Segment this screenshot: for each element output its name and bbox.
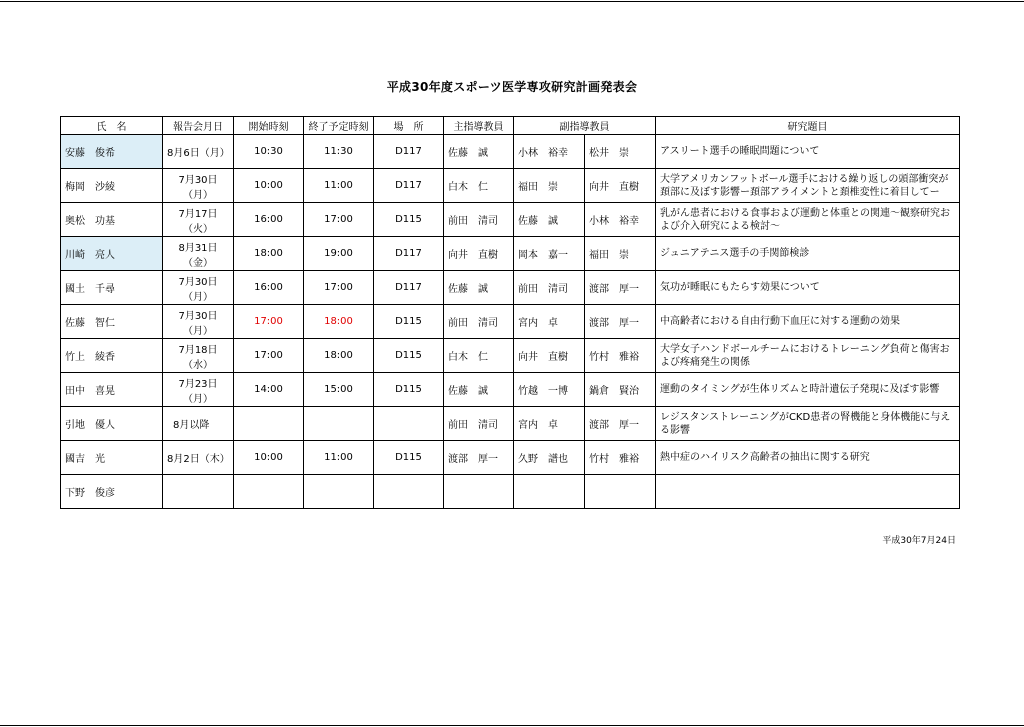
cell-end: 18:00 bbox=[304, 339, 374, 373]
cell-topic: 乳がん患者における食事および運動と体重との関連～観察研究および介入研究による検討～ bbox=[656, 203, 960, 237]
cell-main-advisor: 佐藤 誠 bbox=[444, 135, 514, 169]
table-row bbox=[61, 407, 960, 441]
col-header-topic: 研究題目 bbox=[656, 117, 960, 135]
table-row bbox=[61, 305, 960, 339]
document-date: 平成30年7月24日 bbox=[882, 536, 956, 546]
cell-topic: 大学アメリカンフットボール選手における繰り返しの頭部衝突が頚部に及ぼす影響ー頚部アライメントと頚椎変性に着目してー bbox=[656, 169, 960, 203]
top-border-line bbox=[0, 1, 1024, 2]
cell-name: 下野 俊彦 bbox=[61, 475, 163, 509]
cell-end: 19:00 bbox=[304, 237, 374, 271]
cell-name: 引地 優人 bbox=[61, 407, 163, 441]
cell-start bbox=[234, 407, 304, 441]
cell-place bbox=[374, 475, 444, 509]
cell-sub-advisor-1: 福田 崇 bbox=[514, 169, 585, 203]
page-title: 平成30年度スポーツ医学専攻研究計画発表会 bbox=[386, 80, 638, 94]
cell-date: 7月17日（火） bbox=[163, 203, 234, 237]
cell-start: 10:30 bbox=[234, 135, 304, 169]
cell-sub-advisor-2: 竹村 雅裕 bbox=[585, 441, 656, 475]
table-row bbox=[61, 237, 960, 271]
cell-end: 18:00 bbox=[304, 305, 374, 339]
cell-sub-advisor-2: 向井 直樹 bbox=[585, 169, 656, 203]
cell-place: D115 bbox=[374, 339, 444, 373]
schedule-table bbox=[60, 116, 960, 509]
cell-date: 8月6日（月） bbox=[163, 135, 234, 169]
cell-start: 17:00 bbox=[234, 305, 304, 339]
cell-sub-advisor-1: 前田 清司 bbox=[514, 271, 585, 305]
cell-sub-advisor-2: 渡部 厚一 bbox=[585, 407, 656, 441]
col-header-main-advisor: 主指導教員 bbox=[444, 117, 514, 135]
cell-place: D115 bbox=[374, 305, 444, 339]
cell-sub-advisor-2: 鍋倉 賢治 bbox=[585, 373, 656, 407]
cell-sub-advisor-2: 竹村 雅裕 bbox=[585, 339, 656, 373]
cell-end: 17:00 bbox=[304, 271, 374, 305]
cell-date: 8月31日（金） bbox=[163, 237, 234, 271]
cell-topic: 気功が睡眠にもたらす効果について bbox=[656, 271, 960, 305]
col-header-date: 報告会月日 bbox=[163, 117, 234, 135]
cell-main-advisor: 向井 直樹 bbox=[444, 237, 514, 271]
cell-topic: ジュニアテニス選手の手関節検診 bbox=[656, 237, 960, 271]
cell-place: D117 bbox=[374, 271, 444, 305]
cell-main-advisor: 前田 清司 bbox=[444, 407, 514, 441]
table-row bbox=[61, 475, 960, 509]
cell-place: D117 bbox=[374, 135, 444, 169]
cell-sub-advisor-2: 渡部 厚一 bbox=[585, 271, 656, 305]
cell-place: D115 bbox=[374, 373, 444, 407]
cell-sub-advisor-1: 佐藤 誠 bbox=[514, 203, 585, 237]
cell-place: D115 bbox=[374, 203, 444, 237]
col-header-name: 氏 名 bbox=[61, 117, 163, 135]
cell-start: 10:00 bbox=[234, 169, 304, 203]
cell-main-advisor: 前田 清司 bbox=[444, 305, 514, 339]
cell-place bbox=[374, 407, 444, 441]
cell-end: 17:00 bbox=[304, 203, 374, 237]
cell-main-advisor: 渡部 厚一 bbox=[444, 441, 514, 475]
cell-topic: 運動のタイミングが生体リズムと時計遺伝子発現に及ぼす影響 bbox=[656, 373, 960, 407]
cell-date: 7月18日（水） bbox=[163, 339, 234, 373]
cell-name: 國吉 光 bbox=[61, 441, 163, 475]
cell-sub-advisor-1: 久野 譜也 bbox=[514, 441, 585, 475]
col-header-place: 場 所 bbox=[374, 117, 444, 135]
cell-topic: 熱中症のハイリスク高齢者の抽出に関する研究 bbox=[656, 441, 960, 475]
cell-main-advisor: 佐藤 誠 bbox=[444, 373, 514, 407]
cell-start: 18:00 bbox=[234, 237, 304, 271]
cell-topic: レジスタンストレーニングがCKD患者の腎機能と身体機能に与える影響 bbox=[656, 407, 960, 441]
cell-topic: 中高齢者における自由行動下血圧に対する運動の効果 bbox=[656, 305, 960, 339]
cell-topic: 大学女子ハンドボールチームにおけるトレーニング負荷と傷害および疼痛発生の関係 bbox=[656, 339, 960, 373]
header-row bbox=[61, 117, 960, 135]
cell-sub-advisor-2: 松井 崇 bbox=[585, 135, 656, 169]
cell-sub-advisor-1: 宮内 卓 bbox=[514, 407, 585, 441]
table-row bbox=[61, 271, 960, 305]
cell-sub-advisor-1: 竹越 一博 bbox=[514, 373, 585, 407]
table-row bbox=[61, 339, 960, 373]
cell-place: D117 bbox=[374, 237, 444, 271]
cell-topic bbox=[656, 475, 960, 509]
cell-end: 11:00 bbox=[304, 169, 374, 203]
cell-start: 16:00 bbox=[234, 203, 304, 237]
cell-name: 梅岡 沙綾 bbox=[61, 169, 163, 203]
col-header-start: 開始時刻 bbox=[234, 117, 304, 135]
cell-name: 奥松 功基 bbox=[61, 203, 163, 237]
cell-sub-advisor-1: 岡本 嘉一 bbox=[514, 237, 585, 271]
cell-name: 竹上 綾香 bbox=[61, 339, 163, 373]
cell-sub-advisor-1: 小林 裕幸 bbox=[514, 135, 585, 169]
col-header-end: 終了予定時刻 bbox=[304, 117, 374, 135]
cell-end: 11:00 bbox=[304, 441, 374, 475]
cell-sub-advisor-1: 宮内 卓 bbox=[514, 305, 585, 339]
cell-date: 7月30日（月） bbox=[163, 169, 234, 203]
table-row bbox=[61, 203, 960, 237]
cell-main-advisor bbox=[444, 475, 514, 509]
cell-date bbox=[163, 475, 234, 509]
cell-sub-advisor-2: 小林 裕幸 bbox=[585, 203, 656, 237]
cell-name: 安藤 俊希 bbox=[61, 135, 163, 169]
cell-sub-advisor-2 bbox=[585, 475, 656, 509]
bottom-border-line bbox=[0, 725, 1024, 726]
cell-name: 佐藤 智仁 bbox=[61, 305, 163, 339]
cell-sub-advisor-2: 渡部 厚一 bbox=[585, 305, 656, 339]
cell-date: 7月30日（月） bbox=[163, 271, 234, 305]
col-header-sub-advisor: 副指導教員 bbox=[514, 117, 656, 135]
cell-main-advisor: 前田 清司 bbox=[444, 203, 514, 237]
table-row bbox=[61, 441, 960, 475]
cell-topic: アスリート選手の睡眠問題について bbox=[656, 135, 960, 169]
cell-date: 8月2日（木） bbox=[163, 441, 234, 475]
cell-date: 7月23日（月） bbox=[163, 373, 234, 407]
cell-end bbox=[304, 407, 374, 441]
cell-sub-advisor-2: 福田 崇 bbox=[585, 237, 656, 271]
cell-start: 10:00 bbox=[234, 441, 304, 475]
cell-end: 11:30 bbox=[304, 135, 374, 169]
cell-end bbox=[304, 475, 374, 509]
cell-date: 7月30日（月） bbox=[163, 305, 234, 339]
cell-sub-advisor-1 bbox=[514, 475, 585, 509]
cell-end: 15:00 bbox=[304, 373, 374, 407]
cell-start bbox=[234, 475, 304, 509]
cell-sub-advisor-1: 向井 直樹 bbox=[514, 339, 585, 373]
cell-date: 8月以降 bbox=[163, 407, 234, 441]
table-row bbox=[61, 135, 960, 169]
cell-name: 國土 千尋 bbox=[61, 271, 163, 305]
cell-main-advisor: 白木 仁 bbox=[444, 169, 514, 203]
cell-name: 田中 喜晃 bbox=[61, 373, 163, 407]
table-row bbox=[61, 373, 960, 407]
cell-main-advisor: 佐藤 誠 bbox=[444, 271, 514, 305]
cell-start: 14:00 bbox=[234, 373, 304, 407]
table-row bbox=[61, 169, 960, 203]
cell-place: D115 bbox=[374, 441, 444, 475]
cell-name: 川崎 亮人 bbox=[61, 237, 163, 271]
cell-main-advisor: 白木 仁 bbox=[444, 339, 514, 373]
cell-start: 16:00 bbox=[234, 271, 304, 305]
cell-place: D117 bbox=[374, 169, 444, 203]
cell-start: 17:00 bbox=[234, 339, 304, 373]
